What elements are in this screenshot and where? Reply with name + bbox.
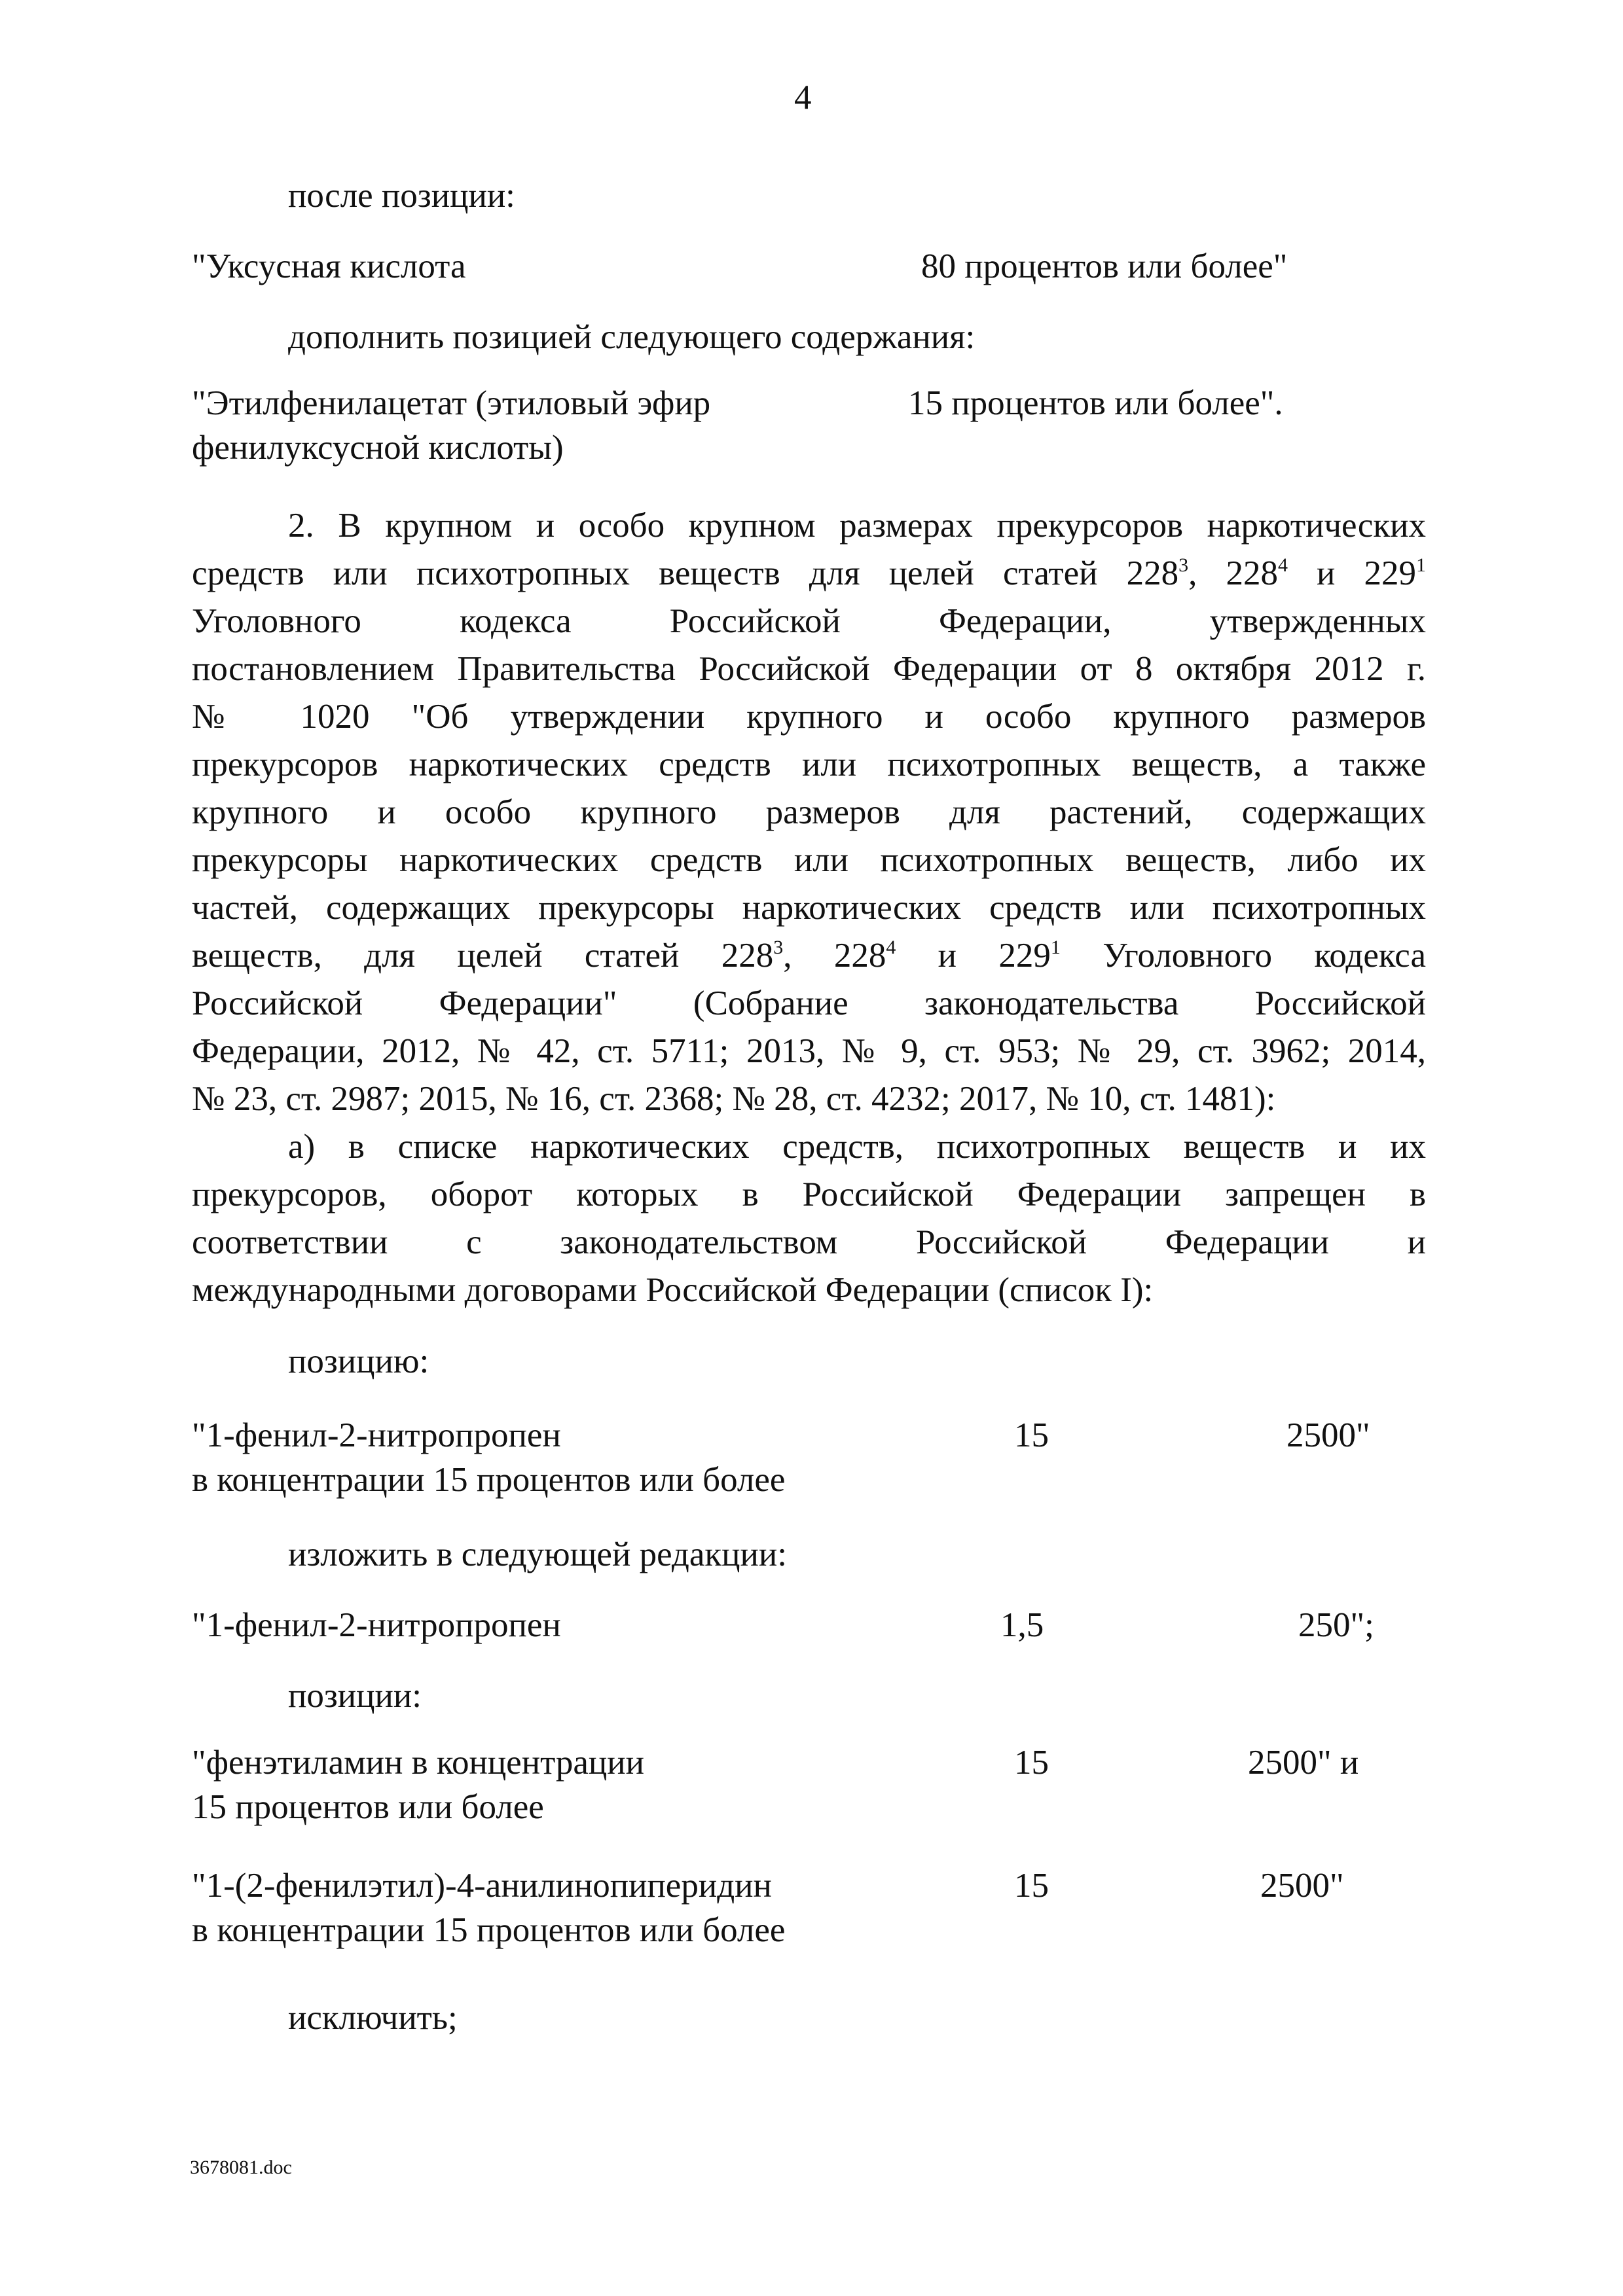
phenethylamine-large: 15	[1014, 1744, 1049, 1782]
phenethylamine-very-large: 2500" и	[1248, 1744, 1359, 1782]
phenethylamine-line2: 15 процентов или более	[192, 1788, 544, 1826]
phenethylamine-line1: "фенэтиламин в концентрации	[192, 1744, 644, 1782]
after-position-label: после позиции:	[288, 177, 515, 215]
page-number: 4	[794, 79, 812, 117]
p2-line-5: № 1020 "Об утверждении крупного и особо крупного размеров	[192, 698, 1426, 736]
exclude-label: исключить;	[288, 1999, 458, 2037]
p2-line-7: крупного и особо крупного размеров для растений, содержащих	[192, 793, 1426, 831]
pa-line-1: а) в списке наркотических средств, психотропных веществ и их	[288, 1128, 1426, 1166]
add-position-label: дополнить позицией следующего содержания:	[288, 318, 976, 356]
paragraph-a	[192, 1123, 1426, 1314]
nitropropene-new-very-large: 250";	[1298, 1606, 1374, 1644]
nitropropene-old-line1: "1-фенил-2-нитропропен	[192, 1416, 561, 1454]
anpp-line2: в концентрации 15 процентов или более	[192, 1911, 786, 1949]
pa-line-4: международными договорами Российской Федерации (список I):	[192, 1271, 1154, 1309]
anpp-large: 15	[1014, 1867, 1049, 1905]
acetic-acid-concentration: 80 процентов или более"	[921, 247, 1288, 285]
position-label: позицию:	[288, 1342, 429, 1380]
nitropropene-old-very-large: 2500"	[1286, 1416, 1370, 1454]
p2-line-9: частей, содержащих прекурсоры наркотических средств или психотропных	[192, 889, 1426, 927]
nitropropene-new-large: 1,5	[1000, 1606, 1044, 1644]
nitropropene-new-line1: "1-фенил-2-нитропропен	[192, 1606, 561, 1644]
pa-line-3: соответствии с законодательством Российской Федерации и	[192, 1223, 1426, 1261]
ethyl-phenylacetate-concentration: 15 процентов или более".	[908, 384, 1283, 422]
nitropropene-old-line2: в концентрации 15 процентов или более	[192, 1461, 786, 1499]
p2-line-2: средств или психотропных веществ для целей статей $228^3$, $228^4$ и $229^1$	[192, 554, 1427, 592]
p2-line-11: Российской Федерации" (Собрание законодательства Российской	[192, 984, 1426, 1022]
paragraph-2	[192, 502, 1426, 1123]
p2-line-6: прекурсоров наркотических средств или психотропных веществ, а также	[192, 745, 1426, 783]
footer-document-code: 3678081.doc	[190, 2157, 292, 2178]
ethyl-phenylacetate-name-line1: "Этилфенилацетат (этиловый эфир	[192, 384, 711, 422]
p2-line-8: прекурсоры наркотических средств или психотропных веществ, либо их	[192, 841, 1426, 879]
p2-line-4: постановлением Правительства Российской Федерации от 8 октября 2012 г.	[192, 650, 1426, 688]
pa-line-2: прекурсоров, оборот которых в Российской Федерации запрещен в	[192, 1175, 1426, 1213]
p2-line-12: Федерации, 2012, № 42, ст. 5711; 2013, № 9, ст. 953; № 29, ст. 3962; 2014,	[192, 1032, 1426, 1070]
ethyl-phenylacetate-name-line2: фенилуксусной кислоты)	[192, 429, 564, 467]
anpp-line1: "1-(2-фенилэтил)-4-анилинопиперидин	[192, 1867, 772, 1905]
anpp-very-large: 2500"	[1260, 1867, 1344, 1905]
nitropropene-old-large: 15	[1014, 1416, 1049, 1454]
p2-line-10: веществ, для целей статей $228^3$, $228^4$ и $229^1$ Уголовного кодекса	[192, 937, 1427, 975]
p2-line-1: 2. В крупном и особо крупном размерах прекурсоров наркотических	[288, 507, 1426, 545]
p2-line-13: № 23, ст. 2987; 2015, № 16, ст. 2368; № 28, ст. 4232; 2017, № 10, ст. 1481):	[192, 1080, 1276, 1118]
positions-label: позиции:	[288, 1677, 422, 1715]
edit-label: изложить в следующей редакции:	[288, 1535, 787, 1573]
p2-line-3: Уголовного кодекса Российской Федерации, утвержденных	[192, 602, 1426, 640]
acetic-acid-name: "Уксусная кислота	[192, 247, 466, 285]
